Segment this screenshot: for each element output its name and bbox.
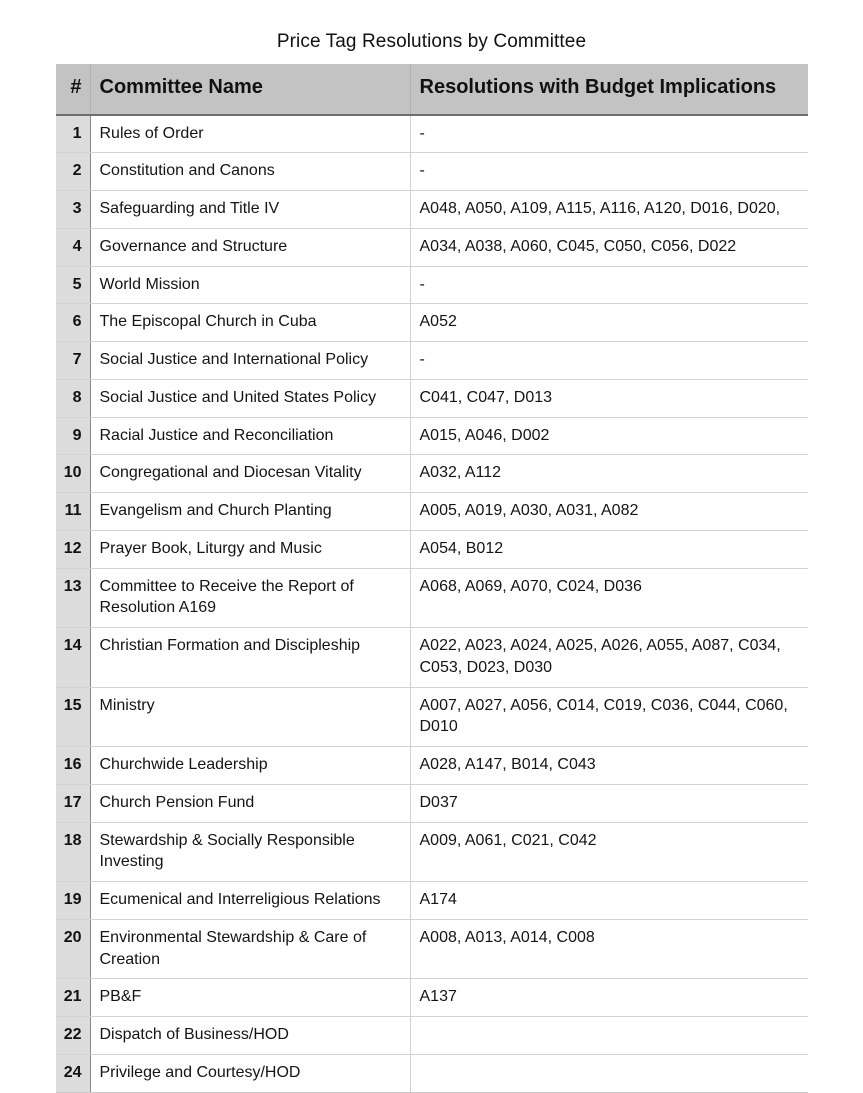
- cell-committee-name: Governance and Structure: [90, 228, 410, 266]
- table-row: [56, 455, 808, 493]
- cell-row-number: 3: [56, 191, 90, 229]
- cell-row-number: 16: [56, 747, 90, 785]
- table-row: [56, 1054, 808, 1092]
- cell-row-number: 15: [56, 687, 90, 747]
- cell-resolutions: A034, A038, A060, C045, C050, C056, D022: [410, 228, 808, 266]
- cell-resolutions: A174: [410, 882, 808, 920]
- cell-resolutions: A028, A147, B014, C043: [410, 747, 808, 785]
- table-row: [56, 266, 808, 304]
- cell-resolutions: A005, A019, A030, A031, A082: [410, 493, 808, 531]
- cell-committee-name: Social Justice and International Policy: [90, 342, 410, 380]
- table-row: [56, 115, 808, 153]
- cell-resolutions: D037: [410, 784, 808, 822]
- table-row: [56, 979, 808, 1017]
- cell-row-number: 2: [56, 153, 90, 191]
- table-row: [56, 784, 808, 822]
- cell-resolutions: C041, C047, D013: [410, 379, 808, 417]
- cell-row-number: 13: [56, 568, 90, 628]
- cell-committee-name: Racial Justice and Reconciliation: [90, 417, 410, 455]
- cell-resolutions: A015, A046, D002: [410, 417, 808, 455]
- cell-committee-name: Stewardship & Socially Responsible Investing: [90, 822, 410, 882]
- cell-resolutions: A008, A013, A014, C008: [410, 919, 808, 979]
- cell-resolutions: A032, A112: [410, 455, 808, 493]
- cell-committee-name: Church Pension Fund: [90, 784, 410, 822]
- resolutions-table: [56, 64, 808, 1093]
- cell-row-number: 19: [56, 882, 90, 920]
- cell-resolutions: A048, A050, A109, A115, A116, A120, D016, D020,: [410, 191, 808, 229]
- cell-committee-name: Social Justice and United States Policy: [90, 379, 410, 417]
- cell-row-number: 6: [56, 304, 90, 342]
- cell-committee-name: Rules of Order: [90, 115, 410, 153]
- table-row: [56, 493, 808, 531]
- column-header-resolutions: Resolutions with Budget Implications: [410, 64, 808, 115]
- cell-row-number: 10: [56, 455, 90, 493]
- cell-committee-name: Prayer Book, Liturgy and Music: [90, 530, 410, 568]
- cell-row-number: 21: [56, 979, 90, 1017]
- table-row: [56, 747, 808, 785]
- page-title: Price Tag Resolutions by Committee: [276, 31, 587, 52]
- cell-committee-name: Dispatch of Business/HOD: [90, 1017, 410, 1055]
- cell-row-number: 7: [56, 342, 90, 380]
- table-row: [56, 153, 808, 191]
- cell-row-number: 22: [56, 1017, 90, 1055]
- cell-row-number: 17: [56, 784, 90, 822]
- cell-row-number: 11: [56, 493, 90, 531]
- table-row: [56, 228, 808, 266]
- cell-committee-name: Safeguarding and Title IV: [90, 191, 410, 229]
- cell-committee-name: Churchwide Leadership: [90, 747, 410, 785]
- table-row: [56, 568, 808, 628]
- cell-row-number: 1: [56, 115, 90, 153]
- cell-resolutions: -: [410, 342, 808, 380]
- table-header: [56, 64, 808, 115]
- cell-committee-name: Constitution and Canons: [90, 153, 410, 191]
- cell-committee-name: Congregational and Diocesan Vitality: [90, 455, 410, 493]
- cell-committee-name: PB&F: [90, 979, 410, 1017]
- cell-committee-name: Ministry: [90, 687, 410, 747]
- cell-resolutions: -: [410, 115, 808, 153]
- table-header-row: [56, 64, 808, 115]
- cell-row-number: 18: [56, 822, 90, 882]
- resolutions-table-container: [56, 64, 808, 1093]
- cell-row-number: 20: [56, 919, 90, 979]
- cell-row-number: 4: [56, 228, 90, 266]
- table-row: [56, 822, 808, 882]
- table-row: [56, 882, 808, 920]
- cell-row-number: 12: [56, 530, 90, 568]
- cell-committee-name: Environmental Stewardship & Care of Creation: [90, 919, 410, 979]
- table-row: [56, 687, 808, 747]
- table-row: [56, 628, 808, 688]
- table-row: [56, 304, 808, 342]
- cell-resolutions: -: [410, 266, 808, 304]
- table-body: [56, 115, 808, 1093]
- cell-committee-name: World Mission: [90, 266, 410, 304]
- cell-row-number: 5: [56, 266, 90, 304]
- cell-resolutions: [410, 1017, 808, 1055]
- cell-row-number: 9: [56, 417, 90, 455]
- cell-resolutions: A054, B012: [410, 530, 808, 568]
- table-row: [56, 1017, 808, 1055]
- cell-resolutions: A022, A023, A024, A025, A026, A055, A087, C034, C053, D023, D030: [410, 628, 808, 688]
- cell-row-number: 24: [56, 1054, 90, 1092]
- cell-resolutions: A052: [410, 304, 808, 342]
- cell-committee-name: Privilege and Courtesy/HOD: [90, 1054, 410, 1092]
- cell-row-number: 14: [56, 628, 90, 688]
- cell-committee-name: Ecumenical and Interreligious Relations: [90, 882, 410, 920]
- cell-resolutions: A009, A061, C021, C042: [410, 822, 808, 882]
- table-row: [56, 342, 808, 380]
- cell-committee-name: Evangelism and Church Planting: [90, 493, 410, 531]
- column-header-committee-name: Committee Name: [90, 64, 410, 115]
- table-row: [56, 379, 808, 417]
- cell-row-number: 8: [56, 379, 90, 417]
- cell-resolutions: A068, A069, A070, C024, D036: [410, 568, 808, 628]
- table-row: [56, 530, 808, 568]
- table-row: [56, 919, 808, 979]
- cell-resolutions: A137: [410, 979, 808, 1017]
- cell-resolutions: -: [410, 153, 808, 191]
- cell-committee-name: Christian Formation and Discipleship: [90, 628, 410, 688]
- cell-resolutions: [410, 1054, 808, 1092]
- cell-committee-name: Committee to Receive the Report of Resolution A169: [90, 568, 410, 628]
- table-row: [56, 191, 808, 229]
- cell-resolutions: A007, A027, A056, C014, C019, C036, C044, C060, D010: [410, 687, 808, 747]
- table-row: [56, 417, 808, 455]
- cell-committee-name: The Episcopal Church in Cuba: [90, 304, 410, 342]
- column-header-number: #: [56, 64, 90, 115]
